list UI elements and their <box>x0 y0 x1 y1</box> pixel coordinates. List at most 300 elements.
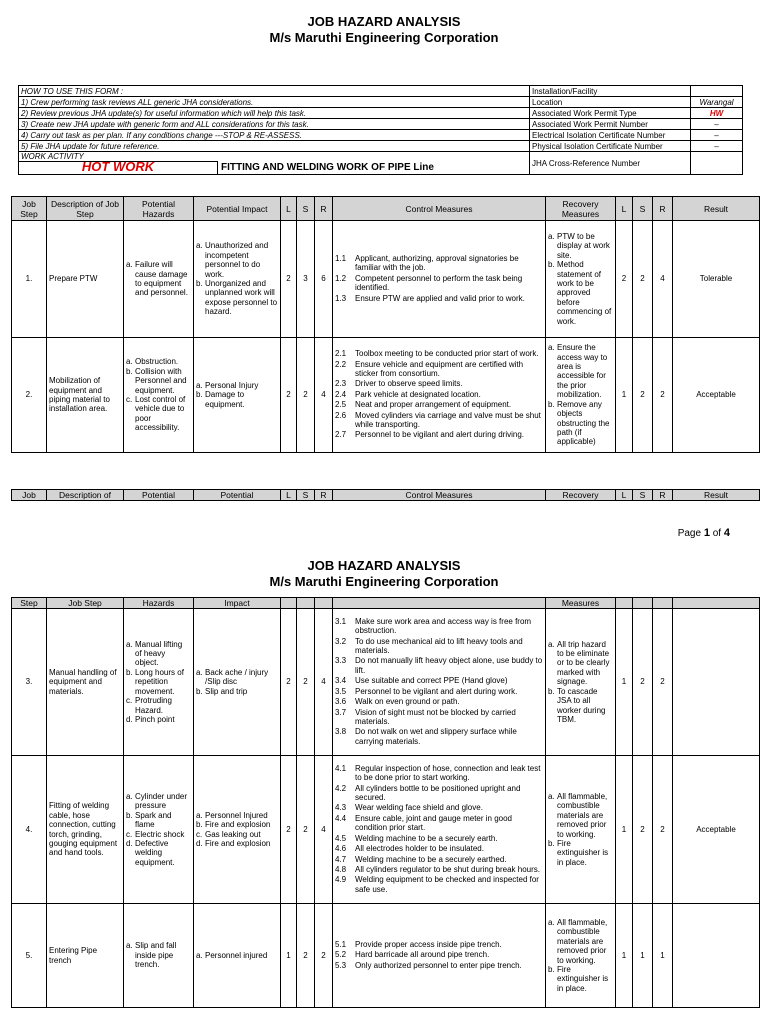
impact-marker: d. <box>196 838 203 848</box>
impact-text: Slip and trip <box>205 686 248 696</box>
likelihood: 2 <box>281 756 297 904</box>
col-header-r <box>315 598 333 609</box>
control-item <box>335 411 543 430</box>
impact-marker: a. <box>196 241 203 251</box>
control-marker: 4.7 <box>335 854 347 864</box>
howto-line: 4) Carry out task as per plan. If any conditions change ---STOP & RE-ASSESS. <box>19 130 530 141</box>
recovery-text: PTW to be display at work site. <box>557 231 610 260</box>
control-item <box>335 360 543 379</box>
control-marker: 4.2 <box>335 783 347 793</box>
location-value[interactable]: Warangal <box>691 97 743 108</box>
impact-text: Gas leaking out <box>205 829 261 839</box>
impact-item <box>196 390 278 409</box>
hazard-table-page1 <box>11 196 760 453</box>
jha-ref-label: JHA Cross-Reference Number <box>530 152 691 175</box>
hazard-item <box>126 357 191 366</box>
col-header-l2: L <box>616 197 633 221</box>
recovery-marker: b. <box>548 260 555 270</box>
step-number: 5. <box>12 904 47 1008</box>
physical-cert-value[interactable]: – <box>691 141 743 152</box>
col-header-r2 <box>653 598 673 609</box>
residual-severity: 2 <box>633 609 653 756</box>
recovery-text: All flammable, combustible materials are removed prior to working. <box>557 791 608 839</box>
hazard-marker: c. <box>126 395 133 404</box>
recovery-text: Fire extinguisher is in place. <box>557 838 609 867</box>
residual-severity: 2 <box>633 756 653 904</box>
control-text: Applicant, authorizing, approval signatories be familiar with the job. <box>355 253 519 273</box>
residual-severity: 2 <box>633 221 653 338</box>
impact-text: Personnel Injured <box>205 810 268 820</box>
col-header-s2: S <box>633 490 653 501</box>
hazard-marker: a. <box>126 941 133 951</box>
likelihood: 2 <box>281 609 297 756</box>
col-header-recovery: Recovery <box>546 490 616 501</box>
control-item <box>335 400 543 409</box>
company-name: M/s Maruthi Engineering Corporation <box>269 30 499 45</box>
control-item <box>335 834 543 843</box>
control-marker: 5.3 <box>335 960 347 970</box>
recovery-measures-cell <box>546 756 616 904</box>
recovery-marker: a. <box>548 231 555 241</box>
col-header-r: R <box>315 490 333 501</box>
recovery-text: All flammable, combustible materials are removed prior to working. <box>557 917 608 965</box>
control-marker: 1.2 <box>335 273 347 283</box>
recovery-text: Remove any objects obstructing the path (if applicable) <box>557 399 610 447</box>
control-text: Toolbox meeting to be conducted prior start of work. <box>355 349 539 359</box>
col-header-r2: R <box>653 490 673 501</box>
recovery-marker: b. <box>548 686 555 696</box>
residual-likelihood: 1 <box>616 756 633 904</box>
page-current: 1 <box>703 527 710 539</box>
col-header-step: Step <box>12 598 47 609</box>
control-measures-cell <box>333 221 546 338</box>
recovery-item <box>548 687 613 725</box>
hazard-marker: b. <box>126 366 133 376</box>
step-number: 1. <box>12 221 47 338</box>
col-header-step: Job <box>12 490 47 501</box>
residual-risk: 4 <box>653 221 673 338</box>
impact-text: Personnel injured <box>205 950 268 960</box>
hazard-item <box>126 668 191 696</box>
risk: 4 <box>315 756 333 904</box>
hazard-marker: c. <box>126 696 133 706</box>
control-item <box>335 940 543 949</box>
control-item <box>335 430 543 439</box>
col-header-hazard: Potential Hazards <box>124 197 194 221</box>
residual-risk: 2 <box>653 756 673 904</box>
severity: 2 <box>297 756 315 904</box>
hazard-text: Spark and flame <box>135 810 172 830</box>
control-marker: 5.2 <box>335 950 347 960</box>
col-header-r2: R <box>653 197 673 221</box>
hazard-marker: a. <box>126 791 133 801</box>
col-header-s <box>297 598 315 609</box>
severity: 2 <box>297 338 315 453</box>
col-header-s2 <box>633 598 653 609</box>
col-header-control <box>333 598 546 609</box>
control-marker: 1.1 <box>335 253 347 263</box>
control-marker: 4.8 <box>335 864 347 874</box>
hazard-item <box>126 792 191 811</box>
impact-marker: a. <box>196 810 203 820</box>
impact-marker: c. <box>196 829 203 839</box>
recovery-item <box>548 260 613 326</box>
col-header-recovery: Recovery Measures <box>546 197 616 221</box>
howto-line: 5) File JHA update for future reference. <box>19 141 530 152</box>
hazard-item <box>126 941 191 969</box>
recovery-item <box>548 343 613 399</box>
hazard-item <box>126 395 191 433</box>
impact-item <box>196 279 278 317</box>
col-header-hazard: Potential <box>124 490 194 501</box>
col-header-s2: S <box>633 197 653 221</box>
hazard-item <box>126 715 191 724</box>
result: Acceptable <box>673 338 760 453</box>
impact-text: Back ache / injury /Slip disc <box>205 667 269 687</box>
hazard-item <box>126 839 191 867</box>
impact-text: Unorganized and unplanned work will expose personnel to hazard. <box>205 279 278 317</box>
control-text: Driver to observe speed limits. <box>355 379 463 389</box>
col-header-result: Result <box>673 490 760 501</box>
hazard-item <box>126 830 191 839</box>
impact-cell <box>194 609 281 756</box>
recovery-text: Ensure the access way to area is accessible for the prior mobilization. <box>557 343 608 400</box>
impact-text: Unauthorized and incompetent personnel to do work. <box>205 241 269 279</box>
electrical-cert-label: Electrical Isolation Certificate Number <box>530 130 691 141</box>
hazard-item <box>126 367 191 395</box>
col-header-l: L <box>281 197 297 221</box>
document-title: JOB HAZARD ANALYSIS <box>307 14 461 29</box>
control-text: Walk on even ground or path. <box>355 697 460 707</box>
control-marker: 4.6 <box>335 844 347 854</box>
control-item <box>335 961 543 970</box>
control-text: Ensure cable, joint and gauge meter in good condition prior start. <box>355 813 512 833</box>
hazard-text: Defective welding equipment. <box>135 838 175 867</box>
page-indicator <box>678 527 730 539</box>
control-item <box>335 379 543 388</box>
residual-severity: 2 <box>633 338 653 453</box>
hazards-cell <box>124 338 194 453</box>
recovery-marker: b. <box>548 838 555 848</box>
col-header-impact: Impact <box>194 598 281 609</box>
control-marker: 3.5 <box>335 686 347 696</box>
location-label: Location <box>530 97 691 108</box>
step-description: Entering Pipe trench <box>47 904 124 1008</box>
impact-marker: b. <box>196 820 203 830</box>
page-label: Page <box>677 528 702 539</box>
col-header-control: Control Measures <box>333 197 546 221</box>
hazard-text: Lost control of vehicle due to poor accessibility. <box>135 395 186 433</box>
control-marker: 2.6 <box>335 410 347 420</box>
recovery-measures-cell <box>546 338 616 453</box>
col-header-result <box>673 598 760 609</box>
hazard-text: Collision with Personnel and equipment. <box>135 366 187 395</box>
control-text: Provide proper access inside pipe trench. <box>355 939 502 949</box>
table-row <box>12 756 760 904</box>
control-marker: 4.4 <box>335 813 347 823</box>
control-item <box>335 349 543 358</box>
step-description: Prepare PTW <box>47 221 124 338</box>
control-measures-cell <box>333 609 546 756</box>
facility-value[interactable] <box>691 86 743 97</box>
impact-item <box>196 839 278 848</box>
impact-item <box>196 830 278 839</box>
permit-type-value[interactable]: HW <box>691 108 743 119</box>
control-measures-cell <box>333 756 546 904</box>
control-marker: 4.1 <box>335 763 347 773</box>
control-marker: 3.4 <box>335 676 347 686</box>
control-text: Welding machine to be a securely earthed. <box>355 854 507 864</box>
hazard-text: Cylinder under pressure <box>135 791 188 811</box>
howto-line: 3) Create new JHA update with generic form and ALL considerations for this task. <box>19 119 530 130</box>
recovery-measures-cell <box>546 904 616 1008</box>
control-marker: 2.2 <box>335 359 347 369</box>
impact-text: Damage to equipment. <box>205 390 245 409</box>
control-text: Do not walk on wet and slippery surface while carrying materials. <box>355 727 517 746</box>
col-header-l2: L <box>616 490 633 501</box>
recovery-text: All trip hazard to be eliminate or to be clearly marked with signage. <box>557 639 610 687</box>
facility-label: Installation/Facility <box>530 86 691 97</box>
step-description: Manual handling of equipment and materials. <box>47 609 124 756</box>
residual-likelihood: 2 <box>616 221 633 338</box>
residual-severity: 1 <box>633 904 653 1008</box>
control-text: All cylinders bottle to be positioned upright and secured. <box>355 783 521 803</box>
control-text: Wear welding face shield and glove. <box>355 803 483 813</box>
likelihood: 1 <box>281 904 297 1008</box>
control-item <box>335 875 543 894</box>
col-header-l <box>281 598 297 609</box>
control-text: Park vehicle at designated location. <box>355 389 481 399</box>
col-header-hazard: Hazards <box>124 598 194 609</box>
hazard-text: Obstruction. <box>135 357 179 367</box>
control-text: Use suitable and correct PPE (Hand glove) <box>355 676 508 686</box>
recovery-text: To cascade JSA to all worker during TBM. <box>557 686 606 724</box>
recovery-measures-cell <box>546 221 616 338</box>
severity: 2 <box>297 609 315 756</box>
hazards-cell <box>124 221 194 338</box>
col-header-l2 <box>616 598 633 609</box>
table-row <box>12 609 760 756</box>
recovery-item <box>548 965 613 993</box>
col-header-step: Job Step <box>12 197 47 221</box>
control-marker: 3.3 <box>335 656 347 666</box>
hazard-text: Failure will cause damage to equipment and personnel. <box>135 260 188 298</box>
company-name: M/s Maruthi Engineering Corporation <box>269 574 499 589</box>
residual-likelihood: 1 <box>616 609 633 756</box>
residual-risk: 1 <box>653 904 673 1008</box>
control-item <box>335 294 543 303</box>
hazard-marker: c. <box>126 829 133 839</box>
impact-item <box>196 241 278 279</box>
howto-line: 1) Crew performing task reviews ALL generic JHA considerations. <box>19 97 530 108</box>
result: Acceptable <box>673 756 760 904</box>
control-marker: 2.7 <box>335 430 347 440</box>
control-marker: 2.4 <box>335 389 347 399</box>
result <box>673 904 760 1008</box>
control-item <box>335 637 543 656</box>
recovery-marker: a. <box>548 791 555 801</box>
howto-heading: HOW TO USE THIS FORM : <box>19 86 530 97</box>
control-item <box>335 687 543 696</box>
hazards-cell <box>124 904 194 1008</box>
hazard-text: Slip and fall inside pipe trench. <box>135 941 177 970</box>
control-marker: 3.1 <box>335 616 347 626</box>
hazard-marker: a. <box>126 357 133 367</box>
control-text: All cylinders regulator to be shut during break hours. <box>355 864 540 874</box>
likelihood: 2 <box>281 221 297 338</box>
impact-item <box>196 951 278 960</box>
control-item <box>335 390 543 399</box>
control-text: Neat and proper arrangement of equipment. <box>355 400 512 410</box>
hazard-marker: b. <box>126 667 133 677</box>
control-text: Welding machine to be a securely earth. <box>355 833 498 843</box>
control-marker: 3.7 <box>335 707 347 717</box>
control-item <box>335 855 543 864</box>
control-text: Ensure vehicle and equipment are certified with sticker from consortium. <box>355 359 524 378</box>
electrical-cert-value[interactable]: – <box>691 130 743 141</box>
hazard-marker: b. <box>126 810 133 820</box>
residual-risk: 2 <box>653 338 673 453</box>
recovery-marker: a. <box>548 343 555 353</box>
control-text: Do not manually lift heavy object alone, use buddy to lift. <box>355 656 543 675</box>
risk: 2 <box>315 904 333 1008</box>
control-marker: 4.9 <box>335 875 347 885</box>
jha-ref-value[interactable] <box>691 152 743 175</box>
impact-item <box>196 381 278 390</box>
recovery-item <box>548 400 613 447</box>
control-text: Personnel to be vigilant and alert during work. <box>355 686 518 696</box>
recovery-item <box>548 792 613 839</box>
col-header-s: S <box>297 490 315 501</box>
impact-marker: a. <box>196 950 203 960</box>
control-item <box>335 844 543 853</box>
hazards-cell <box>124 609 194 756</box>
control-measures-cell <box>333 904 546 1008</box>
step-number: 4. <box>12 756 47 904</box>
hazard-table-page2 <box>11 597 760 1008</box>
severity: 3 <box>297 221 315 338</box>
recovery-item <box>548 918 613 965</box>
control-measures-cell <box>333 338 546 453</box>
control-text: Personnel to be vigilant and alert during driving. <box>355 430 524 440</box>
control-text: Ensure PTW are applied and valid prior to work. <box>355 293 525 303</box>
residual-risk: 2 <box>653 609 673 756</box>
control-marker: 4.5 <box>335 833 347 843</box>
control-marker: 2.3 <box>335 379 347 389</box>
impact-item <box>196 668 278 687</box>
control-item <box>335 764 543 783</box>
severity: 2 <box>297 904 315 1008</box>
hot-work-cell <box>19 161 218 175</box>
impact-cell <box>194 221 281 338</box>
recovery-text: Fire extinguisher is in place. <box>557 964 609 993</box>
impact-item <box>196 687 278 696</box>
recovery-marker: a. <box>548 917 555 927</box>
control-marker: 5.1 <box>335 939 347 949</box>
hot-work-label: HOT WORK <box>81 159 155 174</box>
step-number: 3. <box>12 609 47 756</box>
control-item <box>335 814 543 833</box>
control-item <box>335 676 543 685</box>
permit-number-value[interactable]: – <box>691 119 743 130</box>
impact-marker: a. <box>196 380 203 390</box>
control-marker: 3.6 <box>335 697 347 707</box>
recovery-marker: b. <box>548 964 555 974</box>
result <box>673 609 760 756</box>
recovery-measures-cell <box>546 609 616 756</box>
impact-marker: b. <box>196 686 203 696</box>
col-header-desc: Job Step <box>47 598 124 609</box>
repeat-header-table <box>11 489 760 501</box>
impact-cell <box>194 904 281 1008</box>
control-marker: 3.8 <box>335 727 347 737</box>
residual-likelihood: 1 <box>616 904 633 1008</box>
step-description: Fitting of welding cable, hose connection, cutting torch, grinding, gouging equipment and hand tools. <box>47 756 124 904</box>
impact-cell <box>194 756 281 904</box>
control-item <box>335 274 543 293</box>
control-text: Only authorized personnel to enter pipe trench. <box>355 960 522 970</box>
hazard-item <box>126 811 191 830</box>
control-item <box>335 617 543 636</box>
recovery-marker: b. <box>548 399 555 409</box>
control-text: Moved cylinders via carriage and valve must be shut while transporting. <box>355 410 541 430</box>
control-marker: 2.5 <box>335 400 347 410</box>
table-row <box>12 221 760 338</box>
table-row <box>12 904 760 1008</box>
control-item <box>335 803 543 812</box>
control-text: Competent personnel to perform the task being identified. <box>355 273 523 293</box>
control-marker: 2.1 <box>335 349 347 359</box>
control-item <box>335 950 543 959</box>
impact-text: Fire and explosion <box>205 838 271 848</box>
result: Tolerable <box>673 221 760 338</box>
hazard-text: Protruding Hazard. <box>135 696 172 715</box>
permit-number-label: Associated Work Permit Number <box>530 119 691 130</box>
hazard-text: Pinch point <box>135 714 175 724</box>
hazard-item <box>126 640 191 668</box>
step-number: 2. <box>12 338 47 453</box>
likelihood: 2 <box>281 338 297 453</box>
col-header-impact: Potential Impact <box>194 197 281 221</box>
recovery-item <box>548 640 613 687</box>
control-item <box>335 708 543 727</box>
control-text: Make sure work area and access way is free from obstruction. <box>355 616 532 636</box>
control-text: Regular inspection of hose, connection and leak test to be done prior to start working. <box>355 763 541 783</box>
hazards-cell <box>124 756 194 904</box>
control-item <box>335 656 543 675</box>
col-header-impact: Potential <box>194 490 281 501</box>
control-marker: 4.3 <box>335 803 347 813</box>
hazard-text: Manual lifting of heavy object. <box>135 639 183 668</box>
impact-text: Personal Injury <box>205 380 259 390</box>
impact-text: Fire and explosion <box>205 820 271 830</box>
recovery-text: Method statement of work to be approved before commencing of work. <box>557 260 612 326</box>
risk: 6 <box>315 221 333 338</box>
control-item <box>335 865 543 874</box>
control-text: Vision of sight must not be blocked by carried materials. <box>355 707 516 726</box>
form-info-table <box>18 85 743 175</box>
impact-item <box>196 820 278 829</box>
control-item <box>335 697 543 706</box>
control-text: All electrodes holder to be insulated. <box>355 844 484 854</box>
hazard-text: Electric shock <box>135 829 185 839</box>
hazard-text: Long hours of repetition movement. <box>135 667 184 696</box>
step-description: Mobilization of equipment and piping material to installation area. <box>47 338 124 453</box>
col-header-l: L <box>281 490 297 501</box>
impact-item <box>196 811 278 820</box>
howto-line: 2) Review previous JHA update(s) for useful information which will help this task. <box>19 108 530 119</box>
control-item <box>335 254 543 273</box>
